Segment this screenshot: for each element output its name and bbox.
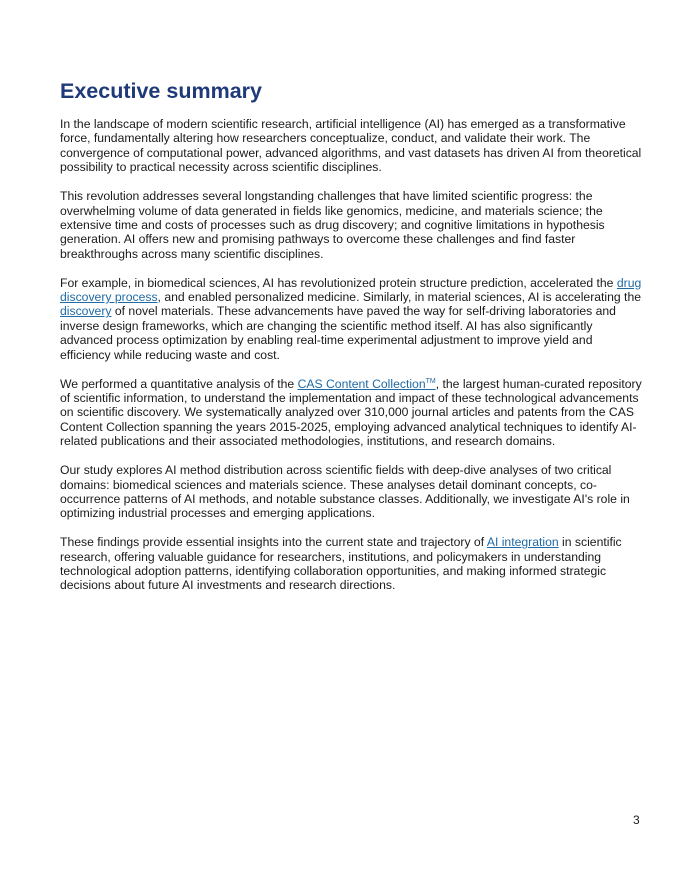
paragraph-intro: In the landscape of modern scientific research, artificial intelligence (AI) has emerged as a transformative force, fundamentally altering how researchers conceptualize, conduct, and validate their work. The convergence of computational power, advanced algorithms, and vast datasets has driven AI from theoretical possibility to practical necessity across scientific disciplines.	[60, 117, 642, 175]
paragraph-examples-text-2: , and enabled personalized medicine. Similarly, in material sciences, AI is accelerating the	[157, 290, 642, 305]
discovery-link[interactable]: discovery	[60, 304, 112, 319]
paragraph-analysis-text-1: We performed a quantitative analysis of the	[60, 376, 298, 391]
paragraph-findings-text-1: These findings provide essential insights into the current state and trajectory of	[60, 535, 487, 550]
paragraph-examples-text-1: For example, in biomedical sciences, AI has revolutionized protein structure prediction, accelerated the	[60, 275, 617, 290]
paragraph-examples-text-3: of novel materials. These advancements have paved the way for self-driving laboratories and inverse design frameworks, which are changing the scientific method itself. AI has also significantly advanced process optimization by enabling real-time experimental adjustment to improve yield and efficiency while reducing waste and cost.	[60, 304, 616, 362]
paragraph-findings	[60, 535, 645, 593]
ai-integration-link[interactable]: AI integration	[486, 535, 559, 550]
document-page	[60, 76, 645, 607]
paragraph-challenges: This revolution addresses several longstanding challenges that have limited scientific progress: the overwhelming volume of data generated in fields like genomics, medicine, and materials science; the extensive time and costs of processes such as drug discovery; and cognitive limitations in hypothesis generation. AI offers new and promising pathways to overcome these challenges and find faster breakthroughs across many scientific disciplines.	[60, 189, 605, 261]
paragraph-analysis-text-2: , the largest human-curated repository of scientific information, to understand the implementation and impact of these technological advancements on scientific discovery. We systematically analyzed over 310,000 journal articles and patents from the CAS Content Collection spanning the years 2015-2025, employing advanced analytical techniques to identify AI-related publications and their associated methodologies, institutions, and research domains.	[60, 376, 642, 449]
drug-discovery-process-link[interactable]: drug discovery process	[60, 275, 642, 305]
page-number: 3	[633, 813, 640, 827]
trademark-superscript: TM	[425, 377, 436, 385]
cas-content-collection-link-text: CAS Content Collection	[297, 376, 426, 391]
page-title: Executive summary	[60, 79, 262, 103]
cas-content-collection-link[interactable]	[298, 377, 436, 391]
paragraph-study: Our study explores AI method distribution across scientific fields with deep-dive analyses of two critical domains: biomedical sciences and materials science. These analyses detail dominant concepts, co-occurrence patterns of AI methods, and notable substance classes. Additionally, we investigate AI's role in optimizing industrial processes and emerging applications.	[60, 463, 630, 521]
paragraph-findings-text-2: in scientific research, offering valuable guidance for researchers, institutions, and policymakers in understanding technological adoption patterns, identifying collaboration opportunities, and making informed strategic decisions about future AI investments and research directions.	[60, 535, 622, 593]
paragraph-analysis	[60, 377, 645, 449]
paragraph-examples	[60, 276, 645, 362]
